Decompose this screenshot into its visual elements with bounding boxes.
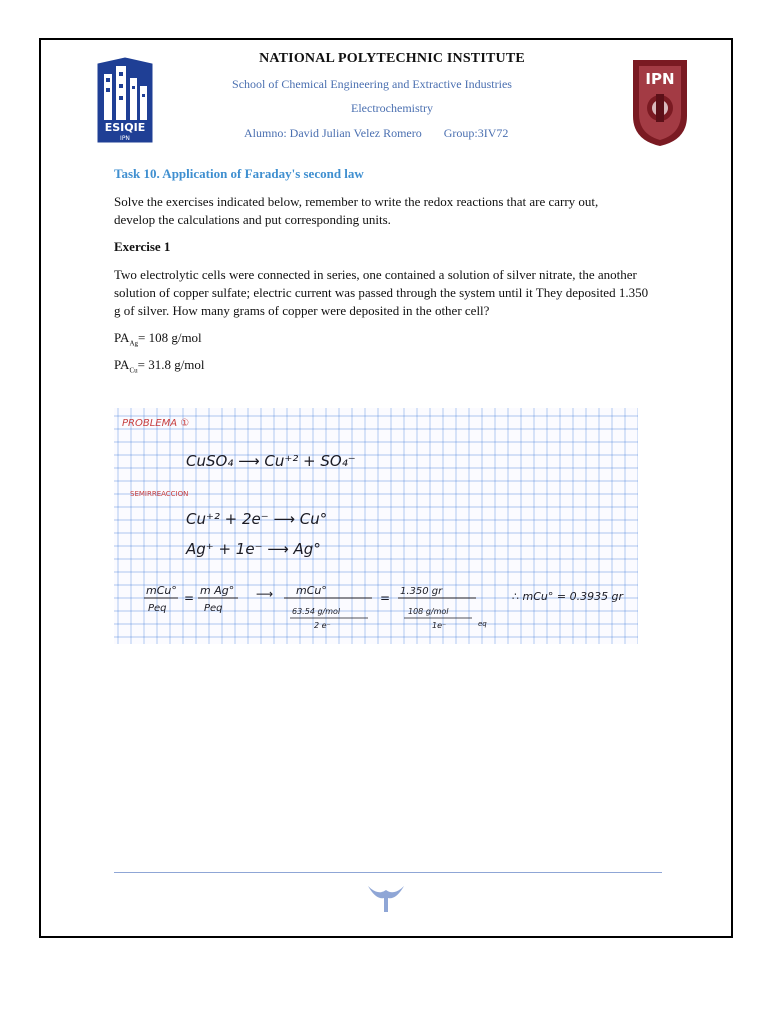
hw-eq-subscript: eq — [478, 620, 487, 628]
hw-result: ∴ mCu° = 0.3935 gr — [512, 590, 624, 603]
problem-statement: Two electrolytic cells were connected in series, one contained a solution of silver nitrate, the another solution of copper sulfate; electric current was passed through the system until it They deposited 1.350 g of silver. How many grams of copper were deposited in the other cell? — [114, 267, 649, 318]
svg-text:⟶: ⟶ — [256, 587, 274, 601]
ipn-logo — [627, 54, 693, 148]
school-name: School of Chemical Engineering and Extractive Industries — [232, 77, 512, 91]
hw-frac4-den-bot: 1e⁻ — [432, 621, 447, 630]
footer-ornament-icon — [366, 882, 406, 914]
hw-frac3-den-top: 63.54 g/mol — [292, 607, 341, 616]
hw-frac3-den-bot: 2 e⁻ — [314, 621, 331, 630]
svg-text:=: = — [184, 591, 195, 605]
subject-name: Electrochemistry — [351, 101, 433, 115]
exercise-title: Exercise 1 — [114, 239, 171, 254]
hw-frac1-den: Peq — [148, 603, 167, 614]
hw-label-semireaction: SEMIRREACCION — [130, 490, 189, 498]
hw-frac4-num: 1.350 gr — [400, 586, 443, 597]
student-line — [244, 126, 508, 141]
hw-frac4-den-top: 108 g/mol — [408, 607, 449, 616]
esiqie-logo — [94, 56, 156, 146]
svg-text:=: = — [380, 591, 391, 605]
hw-heading: PROBLEMA ① — [122, 418, 190, 429]
hw-frac2-num: m Ag° — [200, 584, 235, 597]
ipn-logo-text: IPN — [645, 70, 675, 88]
institution-title: NATIONAL POLYTECHNIC INSTITUTE — [259, 51, 525, 66]
task-title: Task 10. Application of Faraday's second law — [114, 166, 364, 181]
hw-eq-dissociation: CuSO₄ ⟶ Cu⁺² + SO₄⁻ — [186, 452, 356, 470]
atomic-weight-copper: $PA_{Cu}= 31.8$ g/mol — [114, 357, 205, 375]
student-name: Alumno: David Julian Velez Romero — [244, 126, 422, 140]
hw-frac3-num: mCu° — [296, 584, 327, 597]
footer-rule — [114, 872, 662, 873]
task-instructions: Solve the exercises indicated below, remember to write the redox reactions that are carry out, develop the calculations and put corresponding units. — [114, 194, 599, 227]
hw-frac1-num: mCu° — [146, 584, 177, 597]
handwritten-solution — [114, 408, 638, 644]
group-label: Group:3IV72 — [443, 126, 509, 140]
hw-eq-silver: Ag⁺ + 1e⁻ ⟶ Ag° — [186, 540, 321, 558]
esiqie-logo-sub: IPN — [120, 135, 130, 142]
atomic-weight-silver: $PA_{Ag}= 108$ g/mol — [114, 330, 202, 348]
hw-frac2-den: Peq — [204, 603, 223, 614]
hw-eq-copper: Cu⁺² + 2e⁻ ⟶ Cu° — [186, 510, 328, 528]
esiqie-logo-text: ESIQIE — [104, 121, 146, 134]
